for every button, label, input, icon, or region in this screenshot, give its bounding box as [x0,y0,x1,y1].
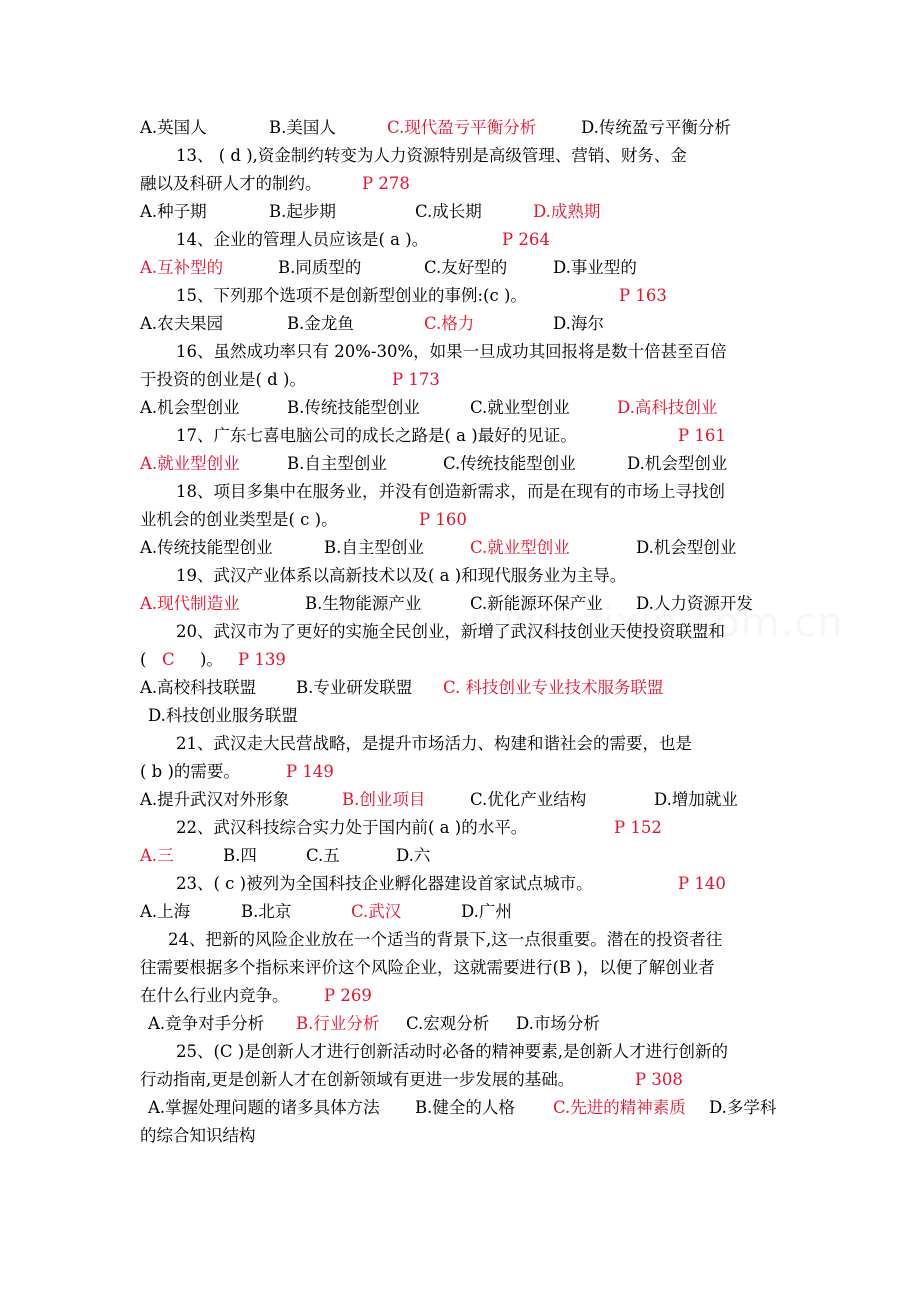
answer-highlight: D.高科技创业 [617,398,718,417]
text-segment: B.起步期 [269,202,336,221]
text-segment: )。 [200,650,223,669]
text-segment: D.传统盈亏平衡分析 [581,118,731,137]
text-segment: B.金龙鱼 [287,314,354,333]
text-segment: D.机会型创业 [636,538,737,557]
text-segment: A.英国人 [140,118,207,137]
text-segment: D.市场分析 [516,1014,600,1033]
text-segment: 23、( c )被列为全国科技企业孵化器建设首家试点城市。 [176,874,593,893]
text-segment: 的综合知识结构 [140,1126,256,1145]
text-segment: A.上海 [140,902,191,921]
text-segment: B.自主型创业 [324,538,424,557]
text-segment: C.就业型创业 [470,398,570,417]
text-segment: A.传统技能型创业 [140,538,273,557]
text-segment: A.种子期 [140,202,207,221]
text-segment: C.宏观分析 [406,1014,490,1033]
text-segment: 13、 ( d ),资金制约转变为人力资源特别是高级管理、营销、财务、金 [176,146,687,165]
text-segment: C.成长期 [415,202,482,221]
text-segment: D.六 [396,846,431,865]
text-segment: 15、下列那个选项不是创新型创业的事例:(c )。 [176,286,527,305]
text-segment: 融以及科研人才的制约。 [140,174,322,193]
answer-highlight: C. 科技创业专业技术服务联盟 [443,678,664,697]
answer-highlight: P 149 [286,762,334,781]
text-segment: B.四 [223,846,257,865]
text-segment: 24、把新的风险企业放在一个适当的背景下,这一点很重要。潜在的投资者往 [168,930,723,949]
text-segment: B.北京 [241,902,292,921]
text-segment: 14、企业的管理人员应该是( a )。 [176,230,429,249]
text-segment: B.专业研发联盟 [296,678,413,697]
answer-highlight: P 269 [324,986,372,1005]
text-segment: ( [140,650,147,669]
answer-highlight: B.创业项目 [342,790,426,809]
answer-highlight: P 308 [635,1070,683,1089]
answer-highlight: C.先进的精神素质 [553,1098,686,1117]
text-segment: D.机会型创业 [627,454,728,473]
text-segment: B.自主型创业 [287,454,387,473]
answer-highlight: B.行业分析 [296,1014,380,1033]
answer-highlight: P 161 [678,426,726,445]
text-segment: C.传统技能型创业 [443,454,576,473]
text-segment: C.五 [306,846,340,865]
text-segment: A.提升武汉对外形象 [140,790,290,809]
answer-highlight: A.就业型创业 [140,454,240,473]
answer-highlight: P 160 [419,510,467,529]
text-segment: 于投资的创业是( d )。 [140,370,306,389]
text-segment: B.健全的人格 [415,1098,515,1117]
text-segment: 往需要根据多个指标来评价这个风险企业，这就需要进行(B )，以便了解创业者 [140,958,715,977]
answer-highlight: D.成熟期 [533,202,601,221]
answer-highlight: C.格力 [424,314,475,333]
text-segment: D.人力资源开发 [636,594,753,613]
text-segment: 21、武汉走大民营战略，是提升市场活力、构建和谐社会的需要，也是 [176,734,692,753]
text-segment: D.事业型的 [553,258,637,277]
text-segment: 在什么行业内竞争。 [140,986,289,1005]
answer-highlight: C.武汉 [351,902,402,921]
text-segment: 业机会的创业类型是( c )。 [140,510,338,529]
text-segment: A.高校科技联盟 [140,678,257,697]
answer-highlight: P 163 [619,286,667,305]
answer-highlight: C [162,650,175,669]
answer-highlight: C.就业型创业 [470,538,570,557]
text-segment: 19、武汉产业体系以高新技术以及( a )和现代服务业为主导。 [176,566,627,585]
text-segment: D.多学科 [709,1098,777,1117]
text-segment: C.优化产业结构 [470,790,587,809]
text-segment: B.同质型的 [278,258,362,277]
text-segment: C.新能源环保产业 [470,594,603,613]
answer-highlight: A.三 [140,846,174,865]
text-segment: ( b )的需要。 [140,762,240,781]
text-segment: D.广州 [461,902,512,921]
text-segment: 16、虽然成功率只有 20%-30%，如果一旦成功其回报将是数十倍甚至百倍 [176,342,727,361]
answer-highlight: P 139 [238,650,286,669]
answer-highlight: C.现代盈亏平衡分析 [387,118,537,137]
text-segment: A.机会型创业 [140,398,240,417]
answer-highlight: P 278 [362,174,410,193]
answer-highlight: P 152 [614,818,662,837]
text-segment: 行动指南,更是创新人才在创新领域有更进一步发展的基础。 [140,1070,575,1089]
text-segment: 18、项目多集中在服务业，并没有创造新需求，而是在现有的市场上寻找创 [176,482,725,501]
answer-highlight: P 140 [678,874,726,893]
text-segment: D.海尔 [553,314,604,333]
answer-highlight: P 264 [502,230,550,249]
answer-highlight: A.互补型的 [140,258,224,277]
text-segment: B.传统技能型创业 [287,398,420,417]
text-segment: 22、武汉科技综合实力处于国内前( a )的水平。 [176,818,528,837]
text-segment: 17、广东七喜电脑公司的成长之路是( a )最好的见证。 [176,426,577,445]
answer-highlight: P 173 [392,370,440,389]
text-segment: D.增加就业 [654,790,738,809]
text-segment: A.农夫果园 [140,314,224,333]
text-segment: 20、武汉市为了更好的实施全民创业，新增了武汉科技创业天使投资联盟和 [176,622,725,641]
text-segment: A.掌握处理问题的诸多具体方法 [148,1098,380,1117]
text-segment: D.科技创业服务联盟 [148,706,298,725]
answer-highlight: A.现代制造业 [140,594,240,613]
text-segment: A.竞争对手分析 [148,1014,265,1033]
text-segment: B.美国人 [269,118,336,137]
text-segment: C.友好型的 [424,258,508,277]
text-segment: 25、(C )是创新人才进行创新活动时必备的精神要素,是创新人才进行创新的 [176,1042,728,1061]
text-segment: B.生物能源产业 [305,594,422,613]
